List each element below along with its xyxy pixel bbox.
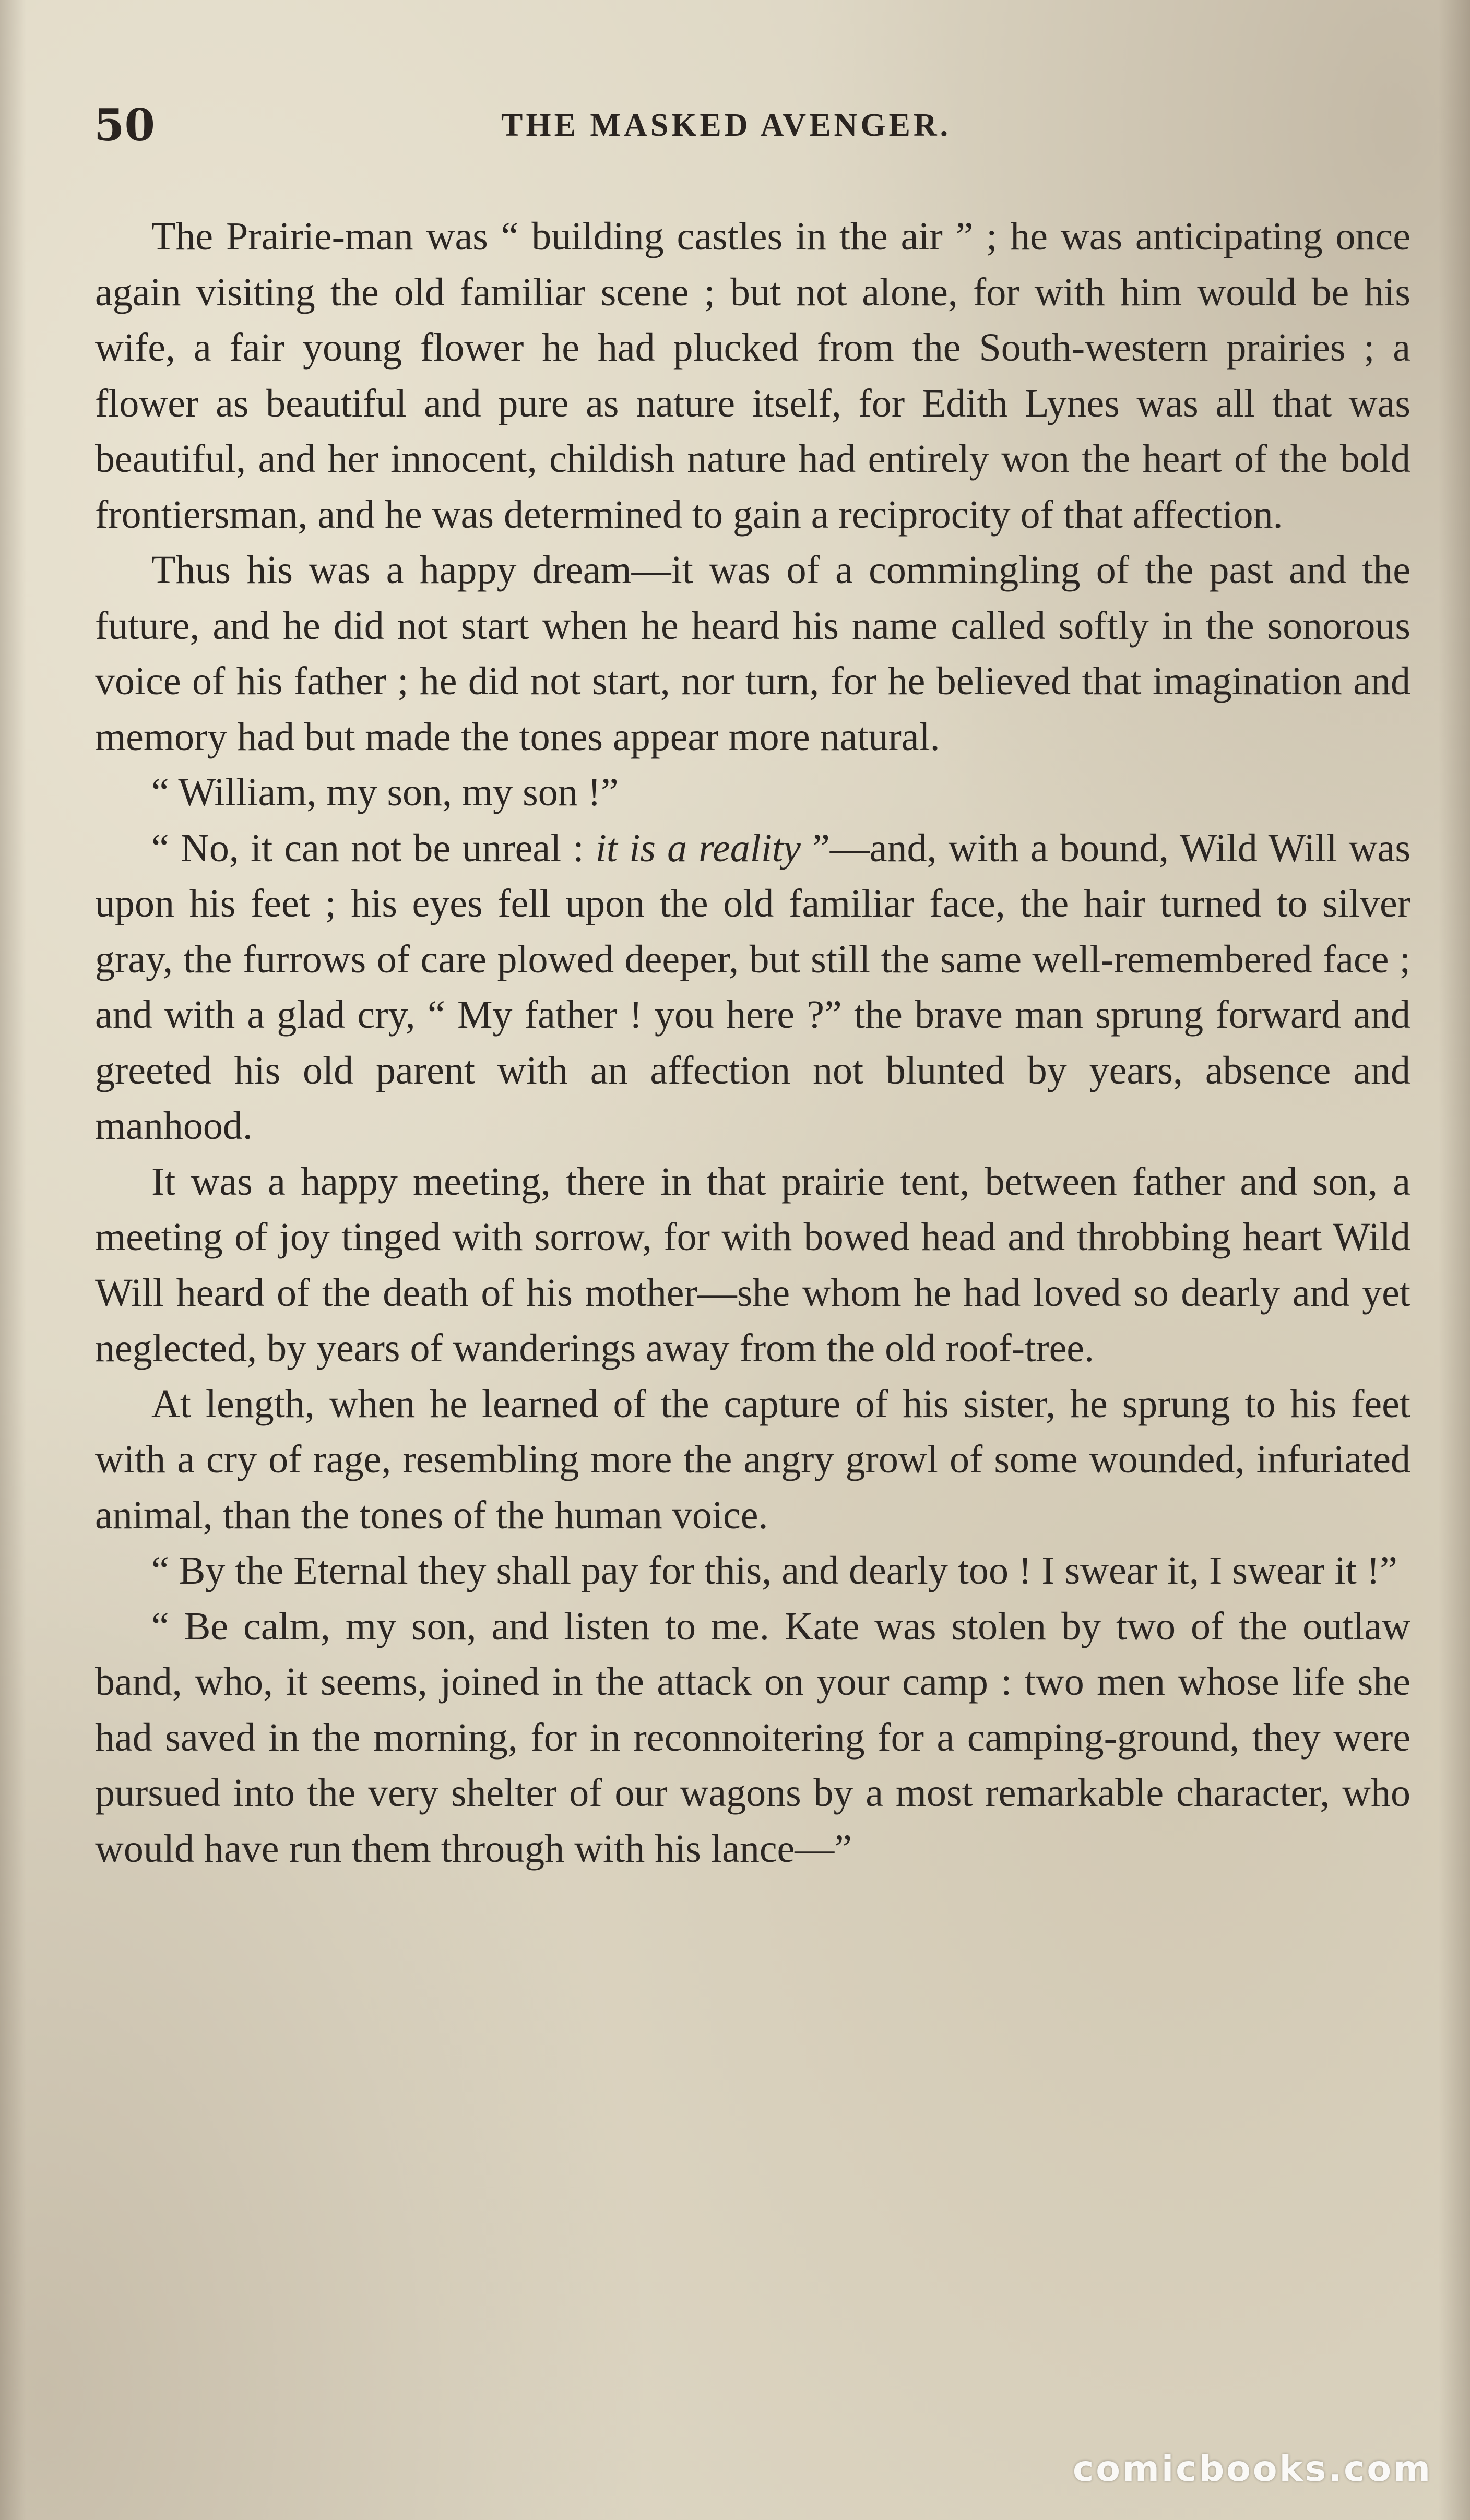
paragraph-reality-before: “ No, it can not be unreal : bbox=[151, 826, 596, 870]
paragraph-reality-italic: it is a reality bbox=[595, 826, 801, 870]
paragraph-capture-of-sister: At length, when he learned of the capture of his sister, he sprung to his feet with a cry of rage, resembling more the angry growl of some wounded, infuriated animal, than the tones of the human voice. bbox=[95, 1382, 1410, 1537]
paragraph-happy-dream: Thus his was a happy dream—it was of a commingling of the past and the future, and he did not start when he heard his name called softly in the sonorous voice of his father ; he did not start, nor turn, for he believed that imagination and memory had but made the tones appear more natural. bbox=[95, 548, 1410, 759]
paragraph-by-the-eternal: “ By the Eternal they shall pay for this, and dearly too ! I swear it, I swear it !” bbox=[151, 1549, 1397, 1592]
running-title: THE MASKED AVENGER. bbox=[501, 108, 952, 143]
page-edge-shadow-left bbox=[0, 0, 26, 2520]
running-head bbox=[94, 94, 1415, 157]
watermark-text: comicbooks.com bbox=[1072, 2448, 1432, 2490]
paragraph-happy-meeting: It was a happy meeting, there in that prairie tent, between father and son, a meeting of joy tinged with sorrow, for with bowed head and throbbing heart Wild Will heard of the death of his mother—she whom he had loved so dearly and yet neglected, by years of wanderings away from the old roof-tree. bbox=[95, 1159, 1410, 1370]
paragraph-reality-after: ”—and, with a bound, Wild Will was upon his feet ; his eyes fell upon the old familiar face, the hair turned to silver gray, the furrows of care plowed deeper, but still the same well-remembered face ; and with a glad cry, “ My father ! you here ?” the brave man sprung forward and greeted his old parent with an affection not blunted by years, absence and manhood. bbox=[95, 826, 1410, 1148]
paragraph-william-my-son: “ William, my son, my son !” bbox=[151, 770, 619, 814]
page-number: 50 bbox=[94, 99, 155, 151]
body-text bbox=[95, 209, 1410, 1876]
paragraph-be-calm: “ Be calm, my son, and listen to me. Kate was stolen by two of the outlaw band, who, it seems, joined in the attack on your camp : two men whose life she had saved in the morning, for in reconnoitering for a camping-ground, they were pursued into the very shelter of our wagons by a most remarkable character, who would have run them through with his lance—” bbox=[95, 1604, 1410, 1871]
page-edge-shadow-right bbox=[1439, 0, 1470, 2520]
paragraph-castles-in-the-air: The Prairie-man was “ building castles in the air ” ; he was anticipating once again visiting the old familiar scene ; but not alone, for with him would be his wife, a fair young flower he had plucked from the South-western prairies ; a flower as beautiful and pure as nature itself, for Edith Lynes was all that was beautiful, and her innocent, childish nature had entirely won the heart of the bold frontiersman, and he was determined to gain a reciprocity of that affection. bbox=[95, 215, 1410, 537]
paragraph-it-is-a-reality bbox=[95, 821, 1410, 1154]
